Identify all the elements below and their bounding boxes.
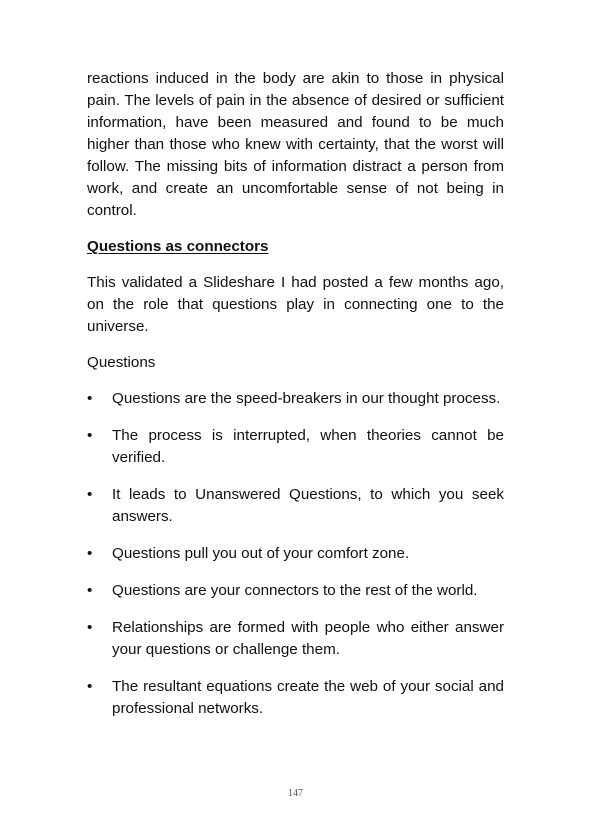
- questions-label: Questions: [87, 354, 156, 371]
- bullet-item: [87, 484, 504, 528]
- bullet-icon: •: [87, 545, 93, 562]
- bullet-icon: •: [87, 619, 93, 636]
- slideshare-paragraph: This validated a Slideshare I had posted a few months ago, on the role that questions play in connecting one to the universe.: [87, 274, 504, 335]
- page-content: [87, 68, 504, 735]
- bullet-list: [87, 388, 504, 720]
- bullet-icon: •: [87, 678, 93, 695]
- bullet-text: Questions are the speed-breakers in our thought process.: [112, 390, 501, 407]
- bullet-item: [87, 543, 504, 565]
- bullet-icon: •: [87, 390, 93, 407]
- bullet-icon: •: [87, 486, 93, 503]
- bullet-item: [87, 580, 504, 602]
- intro-paragraph: reactions induced in the body are akin to those in physical pain. The levels of pain in the absence of desired or sufficient information, have been measured and found to be much higher than those who knew with certainty, that the worst will follow. The missing bits of information distract a person from work, and create an uncomfortable sense of not being in control.: [87, 70, 504, 219]
- section-heading: Questions as connectors: [87, 238, 269, 255]
- bullet-item: [87, 676, 504, 720]
- bullet-text: The resultant equations create the web of your social and professional networks.: [112, 678, 504, 717]
- bullet-text: It leads to Unanswered Questions, to which you seek answers.: [112, 486, 504, 525]
- page-number: 147: [288, 788, 303, 799]
- bullet-text: Questions are your connectors to the rest of the world.: [112, 582, 478, 599]
- bullet-text: The process is interrupted, when theories cannot be verified.: [112, 427, 504, 466]
- bullet-item: [87, 425, 504, 469]
- bullet-icon: •: [87, 582, 93, 599]
- bullet-text: Relationships are formed with people who either answer your questions or challenge them.: [112, 619, 504, 658]
- bullet-item: [87, 388, 504, 410]
- bullet-icon: •: [87, 427, 93, 444]
- bullet-text: Questions pull you out of your comfort zone.: [112, 545, 410, 562]
- bullet-item: [87, 617, 504, 661]
